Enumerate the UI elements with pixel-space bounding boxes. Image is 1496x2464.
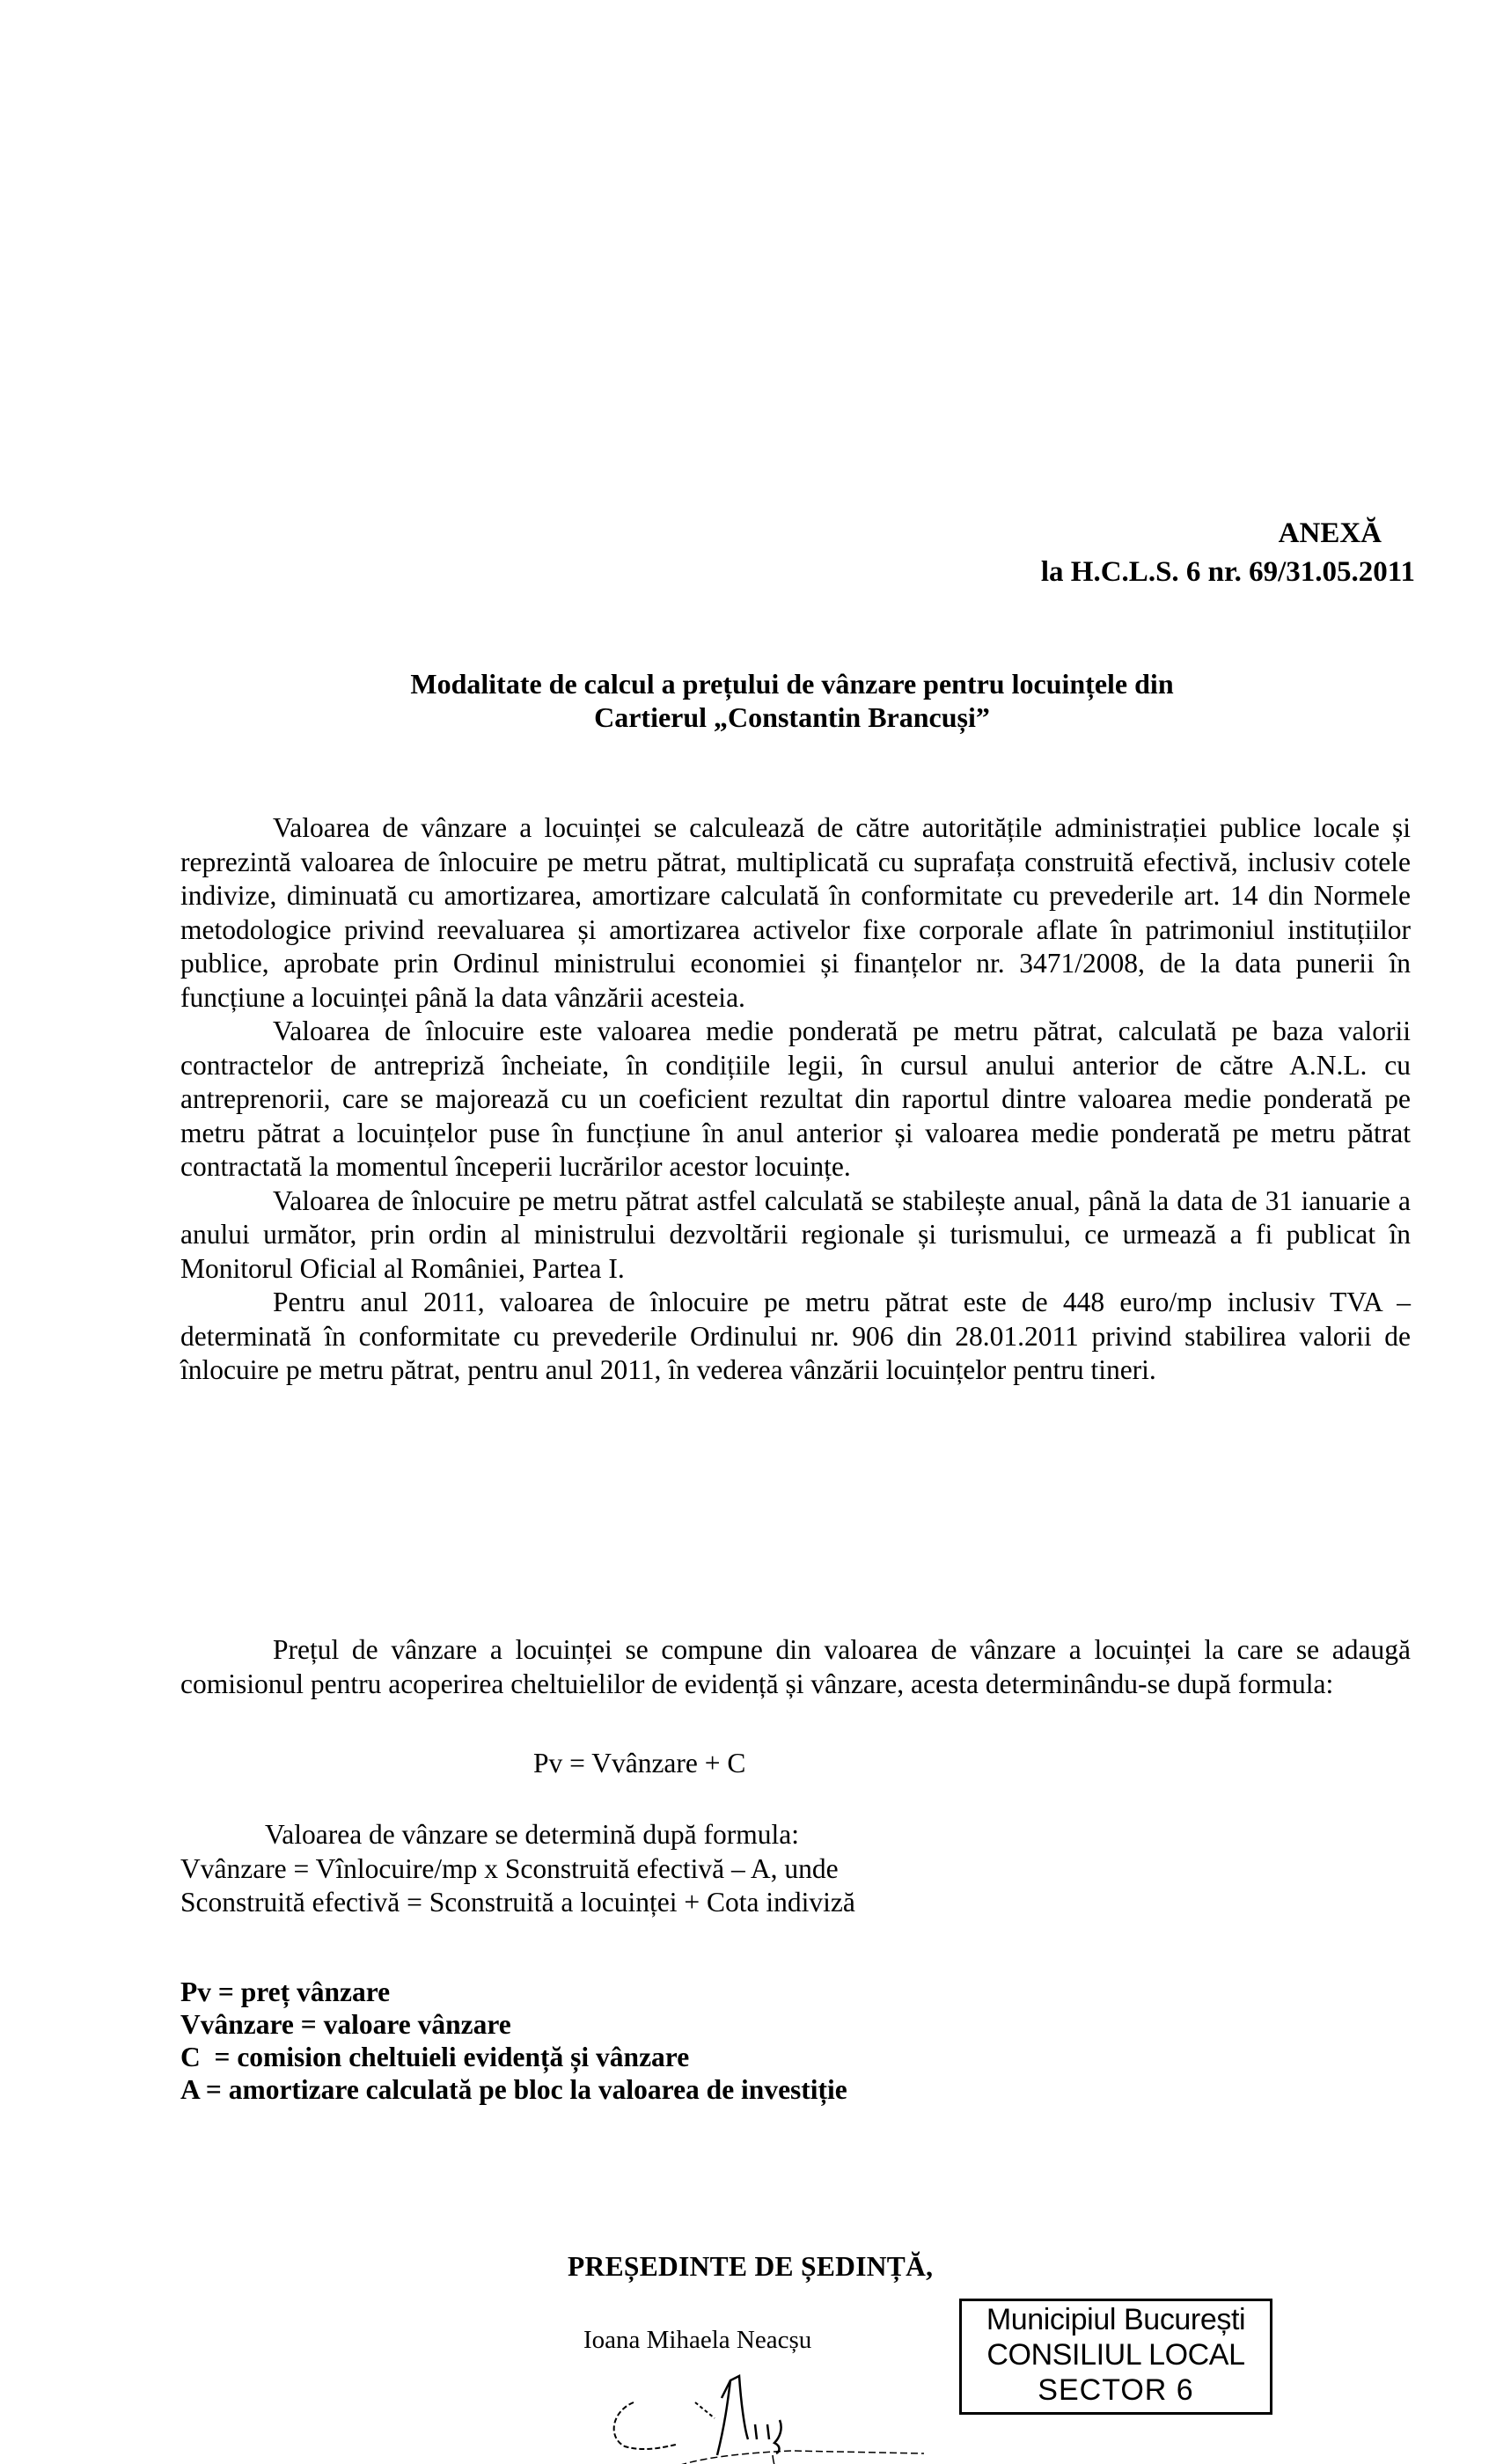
body-paragraph: Pentru anul 2011, valoarea de înlocuire pe metru pătrat este de 448 euro/mp inclusiv TVA – determinată în conformitate cu prevederile Ordinului nr. 906 din 28.01.2011 privind stabilirea valorii de înlocuire pe metru pătrat, pentru anul 2011, în vederea vânzării locuințelor pentru tineri. bbox=[180, 1287, 1411, 1385]
signature-stroke bbox=[755, 2420, 781, 2453]
legend-item: C = comision cheltuieli evidență și vânzare bbox=[180, 2042, 690, 2072]
stamp-line-council: CONSILIUL LOCAL bbox=[986, 2338, 1245, 2372]
legend-item: Pv = preț vânzare bbox=[180, 1976, 391, 2007]
sale-value-formula: Vvânzare = Vînlocuire/mp x Sconstruită efectivă – A, unde bbox=[180, 1852, 839, 1884]
handwritten-signature bbox=[572, 2341, 977, 2464]
body-paragraph: Valoarea de înlocuire este valoarea medie ponderată pe metru pătrat, calculată pe baza valorii contractelor de antrepriză încheiate, în condițiile legii, în cursul anului anterior de către A.N.L. cu antreprenorii, care se majorează cu un coeficient rezultat din raportul dintre valoarea medie ponderată pe metru pătrat a locuințelor puse în funcțiune în anul anterior și valoarea medie ponderată pe metru pătrat contractată la momentul începerii lucrărilor acestor locuințe. bbox=[180, 1016, 1411, 1182]
area-formula: Sconstruită efectivă = Sconstruită a locuinței + Cota indiviză bbox=[180, 1887, 855, 1918]
signature-stroke bbox=[695, 2402, 715, 2418]
signatory-name: Ioana Mihaela Neacșu bbox=[583, 2326, 812, 2354]
legend-item: A = amortizare calculată pe bloc la valoarea de investiție bbox=[180, 2074, 847, 2105]
signature-stroke bbox=[614, 2402, 676, 2449]
legend-item: Vvânzare = valoare vânzare bbox=[180, 2009, 511, 2040]
document-title bbox=[176, 667, 1408, 734]
pricing-section bbox=[180, 1633, 1411, 1701]
body-paragraph: Valoarea de vânzare a locuinței se calculează de către autoritățile administrației publice locale și reprezintă valoarea de înlocuire pe metru pătrat, multiplicată cu suprafața construită efectivă, inclusiv cotele indivize, diminuată cu amortizarea, amortizare calculată în conformitate cu prevederile art. 14 din Normele metodologice privind reevaluarea și amortizarea activelor fixe corporale aflate în patrimoniul instituțiilor publice, aprobate prin Ordinul ministrului economiei și finanțelor nr. 3471/2008, de la data punerii în funcțiune a locuinței până la data vânzării acesteia. bbox=[180, 812, 1411, 1013]
annex-reference: la H.C.L.S. 6 nr. 69/31.05.2011 bbox=[1040, 556, 1415, 588]
signature-stroke bbox=[660, 2451, 924, 2464]
document-title-line-1: Modalitate de calcul a prețului de vânzare pentru locuințele din bbox=[410, 668, 1174, 700]
annex-header bbox=[1041, 514, 1415, 591]
sale-value-formulas bbox=[180, 1818, 855, 1920]
price-formula: Pv = Vvânzare + C bbox=[533, 1748, 746, 1778]
pricing-paragraph: Prețul de vânzare a locuinței se compune din valoarea de vânzare a locuinței la care se adaugă comisionul pentru acoperirea cheltuielilor de evidență și vânzare, acesta determinându-se după formula: bbox=[180, 1634, 1411, 1699]
stamp-line-municipality: Municipiul București bbox=[986, 2303, 1246, 2336]
formula-intro: Valoarea de vânzare se determină după formula: bbox=[265, 1819, 799, 1850]
stamp-line-sector: SECTOR 6 bbox=[1038, 2373, 1194, 2407]
signature-stroke bbox=[773, 2455, 792, 2464]
council-stamp bbox=[959, 2299, 1272, 2415]
body-paragraph: Valoarea de înlocuire pe metru pătrat astfel calculată se stabilește anual, până la data de 31 ianuarie a anului următor, prin ordin al ministrului dezvoltării regionale și turismului, ce urmează a fi publicat în Monitorul Oficial al României, Partea I. bbox=[180, 1184, 1411, 1284]
document-title-line-2: Cartierul „Constantin Brancuși” bbox=[594, 701, 990, 733]
annex-title: ANEXĂ bbox=[1278, 517, 1382, 549]
body-text bbox=[180, 811, 1411, 1388]
formula-legend bbox=[180, 1976, 847, 2106]
signature-heading: PREȘEDINTE DE ȘEDINȚĂ, bbox=[568, 2251, 934, 2282]
